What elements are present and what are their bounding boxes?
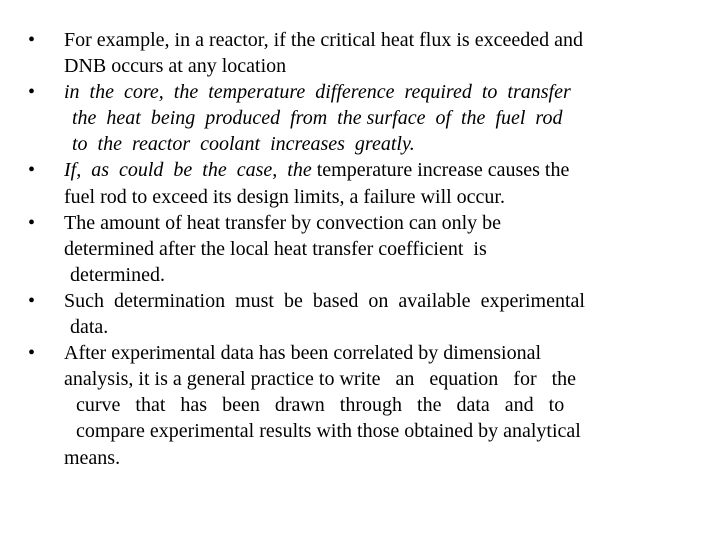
bullet-6-line-1: After experimental data has been correlated by dimensional — [64, 342, 542, 365]
bullet-item-3 — [28, 157, 700, 209]
bullet-2-line-3: to the reactor coolant increases greatly. — [72, 133, 415, 156]
bullet-3-italic-part: If, as could be the case, the — [64, 159, 317, 182]
bullet-4-line-2: determined after the local heat transfer coefficient is — [64, 237, 487, 260]
bullet-item-6 — [28, 340, 700, 470]
bullet-item-1 — [28, 27, 700, 79]
bullet-item-4 — [28, 210, 700, 288]
bullet-6-line-4: compare experimental results with those obtained by analytical — [76, 420, 581, 443]
bullet-item-5 — [28, 288, 700, 340]
bullet-marker: • — [28, 211, 36, 234]
bullet-6-line-2: analysis, it is a general practice to write an equation for the — [64, 368, 577, 391]
bullet-3-normal-part: temperature increase causes the — [316, 159, 570, 182]
bullet-1-line-2: DNB occurs at any location — [64, 55, 287, 78]
bullet-1-line-1: For example, in a reactor, if the critical heat flux is exceeded and — [64, 29, 583, 51]
bullet-3-line-1 — [64, 157, 700, 183]
bullet-5-line-2: data. — [70, 316, 109, 339]
bullet-marker: • — [28, 29, 36, 51]
bullet-6-line-3: curve that has been drawn through the data and to — [76, 394, 565, 417]
bullet-3-line-2: fuel rod to exceed its design limits, a failure will occur. — [64, 185, 505, 208]
bullet-marker: • — [28, 342, 36, 365]
bullet-4-line-3: determined. — [70, 263, 165, 286]
bullet-marker: • — [28, 289, 36, 312]
bullet-4-line-1: The amount of heat transfer by convection can only be — [64, 211, 502, 234]
bullet-2-line-1: in the core, the temperature difference required to transfer — [64, 81, 571, 104]
bullet-5-line-1: Such determination must be based on available experimental — [64, 289, 585, 312]
bullet-marker: • — [28, 159, 36, 182]
bullet-6-line-5: means. — [64, 446, 121, 469]
bullet-marker: • — [28, 81, 36, 104]
bullet-item-2 — [28, 79, 700, 157]
bullet-list — [28, 27, 700, 471]
bullet-2-line-2: the heat being produced from the surface of the fuel rod — [72, 107, 563, 130]
